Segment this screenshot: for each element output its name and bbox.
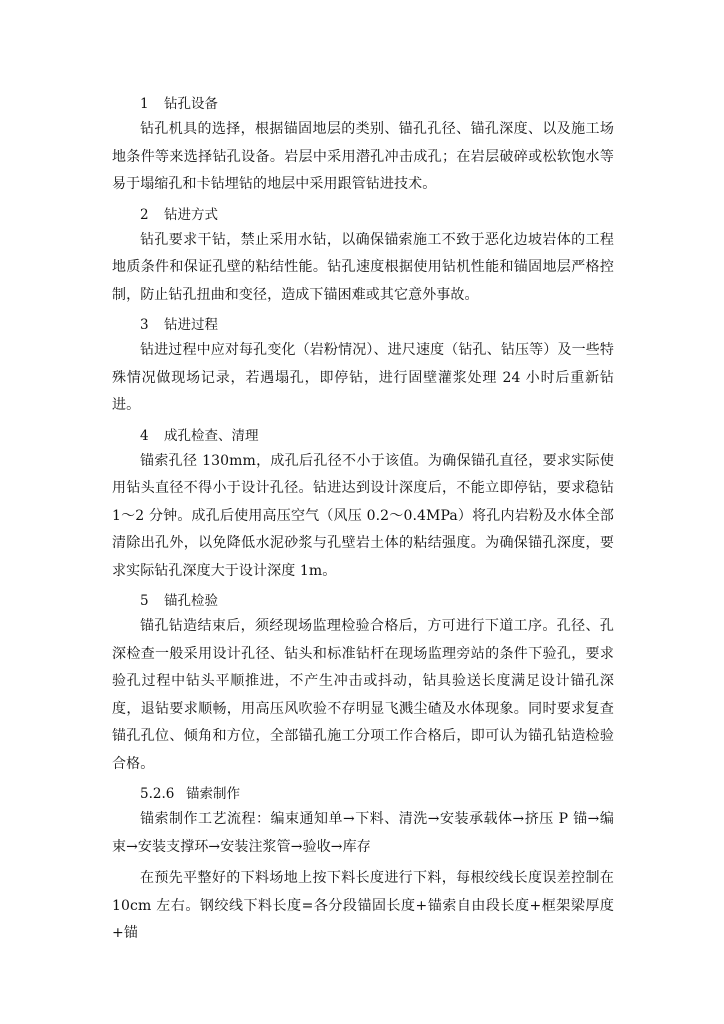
document-body xyxy=(112,92,614,952)
section-title: 钻孔设备 xyxy=(164,96,218,112)
section-heading xyxy=(112,782,614,806)
section-title: 钻进方式 xyxy=(164,206,218,223)
paragraph: 锚索孔径 130mm，成孔后孔径不小于该值。为确保锚孔直径，要求实际使用钻头直径不得小于设计孔径。钻进达到设计深度后，不能立即停钻，要求稳钻 1～2 分钟。成孔后使用高压空气（风压 0.2～0.4MPa）将孔内岩粉及水体全部清除出孔外，以免降低水泥砂浆与孔壁岩土体的粘结强度。为确保锚孔深度，要求实际钻孔深度大于设计深度 1m。 xyxy=(112,452,614,579)
paragraph: 钻孔机具的选择，根据锚固地层的类别、锚孔孔径、锚孔深度、以及施工场地条件等来选择钻孔设备。岩层中采用潜孔冲击成孔；在岩层破碎或松软饱水等易于塌缩孔和卡钻埋钻的地层中采用跟管钻进技术。 xyxy=(112,121,614,192)
paragraph: 锚索制作工艺流程：编束通知单→下料、清洗→安装承载体→挤压 P 锚→编束→安装支撑环→安装注浆管→验收→库存 xyxy=(112,811,614,855)
paragraph: 锚孔钻造结束后，须经现场监理检验合格后，方可进行下道工序。孔径、孔深检查一般采用设计孔径、钻头和标准钻杆在现场监理旁站的条件下验孔，要求验孔过程中钻头平顺推进，不产生冲击或抖动，钻具验送长度满足设计锚孔深度，退钻要求顺畅，用高压风吹验不存明显飞溅尘碴及水体现象。同时要求复查锚孔孔位、倾角和方位，全部锚孔施工分项工作合格后，即可认为锚孔钻造检验合格。 xyxy=(112,618,614,772)
section-heading xyxy=(112,424,614,448)
paragraph: 钻进过程中应对每孔变化（岩粉情况）、进尺速度（钻孔、钻压等）及一些特殊情况做现场记录，若遇塌孔，即停钻，进行固壁灌浆处理 24 小时后重新钻进。 xyxy=(112,342,614,413)
section-title: 锚孔检验 xyxy=(164,593,218,609)
paragraph: 在预先平整好的下料场地上按下料长度进行下料，每根绞线长度误差控制在 10cm 左右。钢绞线下料长度=各分段锚固长度+锚索自由段长度+框架梁厚度+锚 xyxy=(112,870,614,941)
section-title: 锚索制作 xyxy=(186,786,240,802)
section-number: 5.2.6 xyxy=(140,786,175,802)
section-heading xyxy=(112,313,614,337)
paragraph: 钻孔要求干钻，禁止采用水钻，以确保锚索施工不致于恶化边坡岩体的工程地质条件和保证孔壁的粘结性能。钻孔速度根据使用钻机性能和锚固地层严格控制，防止钻孔扭曲和变径，造成下锚困难或其它意外事故。 xyxy=(112,231,614,303)
section-number: 3 xyxy=(140,317,149,333)
section-number: 2 xyxy=(140,206,149,223)
section-number: 4 xyxy=(140,427,149,444)
section-heading xyxy=(112,589,614,613)
section-number: 1 xyxy=(140,96,149,112)
section-title: 钻进过程 xyxy=(164,317,218,333)
section-title: 成孔检查、清理 xyxy=(164,427,259,444)
section-number: 5 xyxy=(140,593,149,609)
section-heading xyxy=(112,203,614,227)
section-heading xyxy=(112,92,614,116)
